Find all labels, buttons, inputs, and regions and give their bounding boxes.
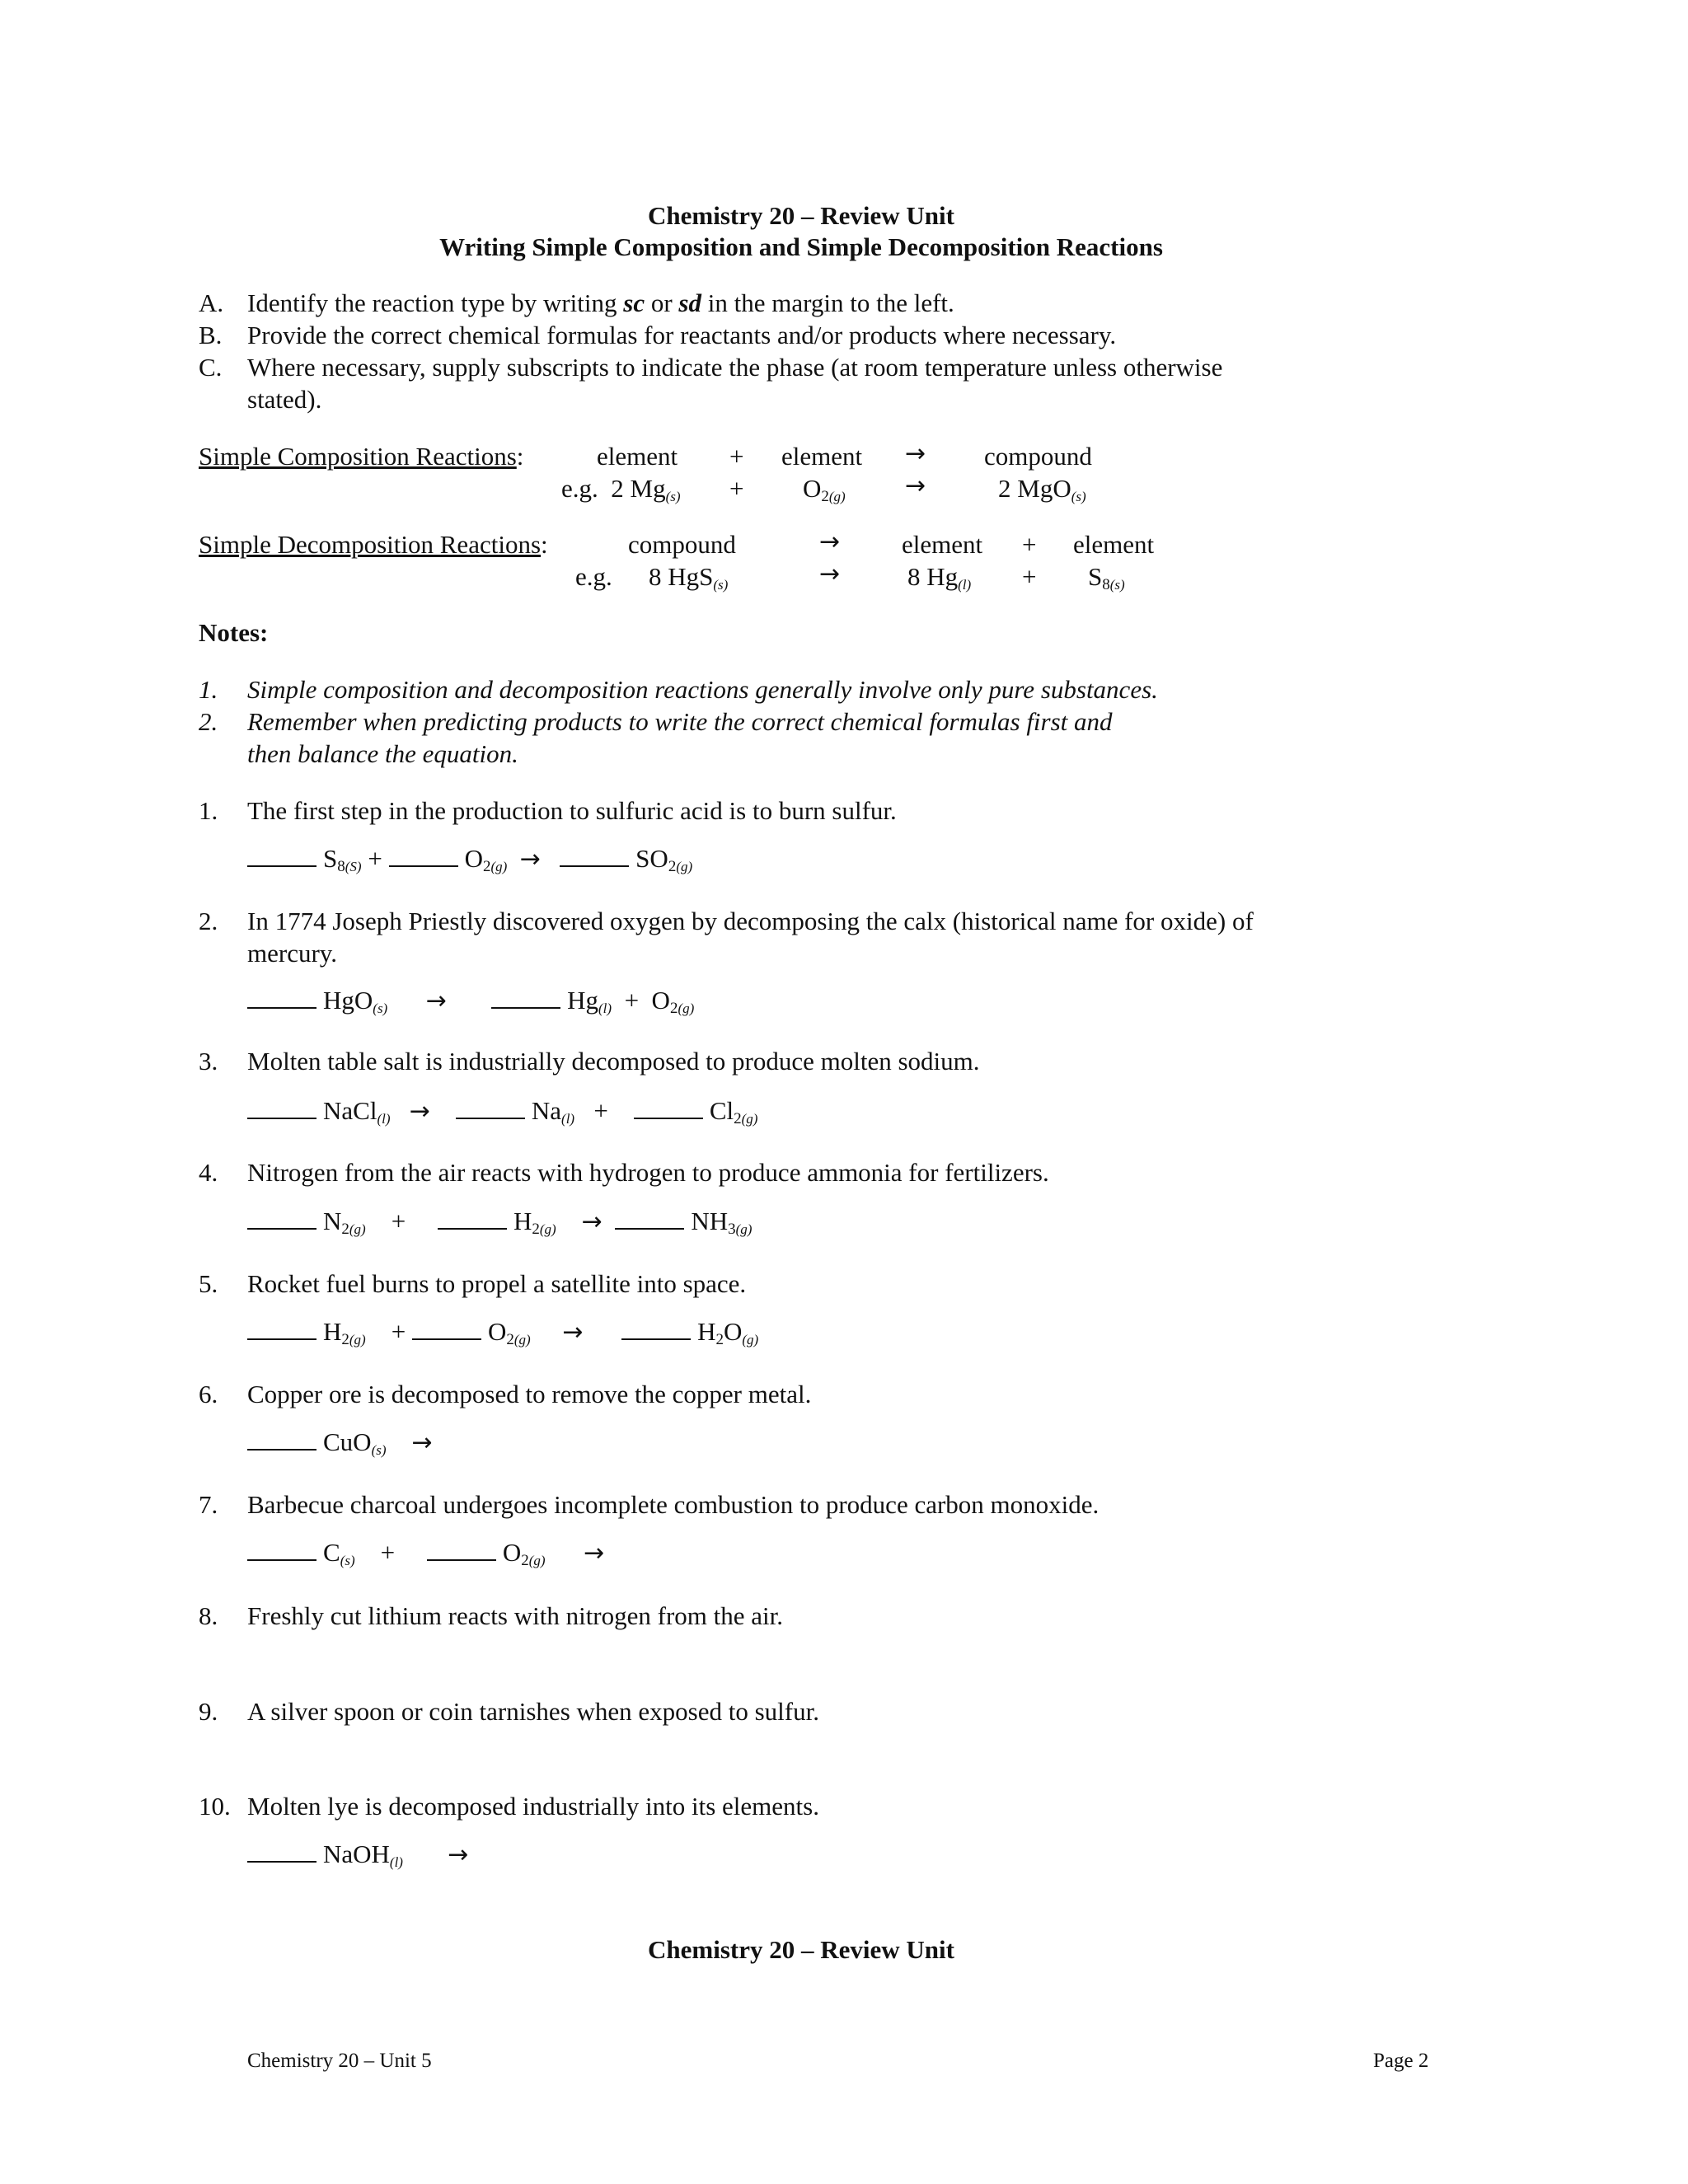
coefficient-blank[interactable] <box>615 1207 684 1230</box>
instruction-marker: A. <box>199 288 224 317</box>
instruction-marker: B. <box>199 321 223 349</box>
equation-q1: $S_{8(S)} + O_{2(g)}$ → $SO_{2(g)}$ <box>247 844 692 874</box>
decomposition-eg-p1: 8 $Hg_{(l)}$ <box>907 562 972 593</box>
arrow-icon: → <box>905 471 926 500</box>
footer-left: Chemistry 20 – Unit 5 <box>247 2050 432 2072</box>
question-text: Nitrogen from the air reacts with hydrogen to produce ammonia for fertilizers. <box>247 1158 1049 1187</box>
equation-q7: $C_{(s)}$ + $O_{2(g)}$ → <box>247 1538 604 1568</box>
coefficient-blank[interactable] <box>427 1538 496 1561</box>
coefficient-blank[interactable] <box>456 1096 525 1119</box>
decomposition-label: Simple Decomposition Reactions: <box>199 530 548 559</box>
coefficient-blank[interactable] <box>247 1317 316 1340</box>
arrow-icon: → <box>425 987 447 1015</box>
decomposition-eg-r1: 8 HgS$_{(s)}$ <box>649 562 729 593</box>
coefficient-blank[interactable] <box>247 1427 316 1451</box>
coefficient-blank[interactable] <box>247 986 316 1009</box>
question-text: Freshly cut lithium reacts with nitrogen from the air. <box>247 1601 784 1630</box>
composition-eg-r2: $O_{2(g)}$ <box>803 474 846 505</box>
composition-eg-plus: + <box>729 474 744 503</box>
note-2-line1: Remember when predicting products to write the correct chemical formulas first and <box>247 707 1113 736</box>
decomposition-eg-p2: $S_{8(s)}$ <box>1088 562 1125 593</box>
coefficient-blank[interactable] <box>560 844 629 867</box>
question-number: 2. <box>199 907 218 935</box>
coefficient-blank[interactable] <box>412 1317 481 1340</box>
equation-q4: $N_{2(g)}$ + $H_{2(g)}$ → $NH_{3(g)}$ <box>247 1207 752 1236</box>
composition-general-5: compound <box>984 442 1092 471</box>
coefficient-blank[interactable] <box>491 986 560 1009</box>
decomposition-general-3: element <box>902 530 983 559</box>
arrow-icon: → <box>581 1207 603 1236</box>
equation-q3: NaCl$_{(l)}$ → $Na_{(l)}$ + $Cl_{2(g)}$ <box>247 1096 757 1126</box>
coefficient-blank[interactable] <box>247 1096 316 1119</box>
note-2-line2: then balance the equation. <box>247 739 518 768</box>
instruction-c-line1: Where necessary, supply subscripts to indicate the phase (at room temperature unless otherwise <box>247 353 1223 382</box>
question-text: Molten table salt is industrially decomposed to produce molten sodium. <box>247 1047 980 1076</box>
decomposition-general-5: element <box>1073 530 1155 559</box>
question-text: A silver spoon or coin tarnishes when exposed to sulfur. <box>247 1697 819 1726</box>
question-text: Molten lye is decomposed industrially into its elements. <box>247 1792 819 1821</box>
decomposition-eg: e.g. <box>575 562 612 591</box>
footer-page-number: Page 2 <box>1373 2050 1429 2072</box>
composition-general-1: element <box>597 442 678 471</box>
note-1: Simple composition and decomposition reactions generally involve only pure substances. <box>247 675 1158 704</box>
question-number: 9. <box>199 1697 218 1726</box>
arrow-icon: → <box>819 560 841 588</box>
question-text-line2: mercury. <box>247 939 338 968</box>
page-subtitle: Writing Simple Composition and Simple Decomposition Reactions <box>439 232 1163 261</box>
coefficient-blank[interactable] <box>438 1207 507 1230</box>
coefficient-blank[interactable] <box>247 844 316 867</box>
question-text: Rocket fuel burns to propel a satellite into space. <box>247 1269 747 1298</box>
note-marker: 1. <box>199 675 218 704</box>
arrow-icon: → <box>519 845 541 874</box>
composition-label: Simple Composition Reactions: <box>199 442 524 471</box>
question-number: 7. <box>199 1490 218 1519</box>
composition-eg-p1: 2 MgO$_{(s)}$ <box>998 474 1086 504</box>
note-marker: 2. <box>199 707 218 736</box>
question-number: 5. <box>199 1269 218 1298</box>
question-number: 6. <box>199 1380 218 1408</box>
arrow-icon: → <box>819 527 841 556</box>
composition-general-3: element <box>781 442 863 471</box>
composition-general-2: + <box>729 442 744 471</box>
section-heading-repeat: Chemistry 20 – Review Unit <box>648 1935 954 1964</box>
decomposition-eg-plus: + <box>1022 562 1037 591</box>
question-text: Barbecue charcoal undergoes incomplete combustion to produce carbon monoxide. <box>247 1490 1100 1519</box>
composition-eg: e.g. 2 $Mg_{(s)}$ <box>561 474 681 504</box>
arrow-icon: → <box>448 1840 469 1869</box>
instruction-b: Provide the correct chemical formulas for reactants and/or products where necessary. <box>247 321 1117 349</box>
question-text: In 1774 Joseph Priestly discovered oxygen by decomposing the calx (historical name for oxide) of <box>247 907 1254 935</box>
coefficient-blank[interactable] <box>247 1207 316 1230</box>
arrow-icon: → <box>562 1318 584 1347</box>
instruction-a: Identify the reaction type by writing sc or sd in the margin to the left. <box>247 288 954 317</box>
equation-q5: $H_{2(g)}$ + $O_{2(g)}$ → $H_2O_{(g)}$ <box>247 1317 758 1347</box>
instruction-marker: C. <box>199 353 223 382</box>
coefficient-blank[interactable] <box>389 844 458 867</box>
question-number: 1. <box>199 796 218 825</box>
page-title: Chemistry 20 – Review Unit <box>648 201 954 230</box>
decomposition-general-4: + <box>1022 530 1037 559</box>
equation-q6: CuO$_{(s)}$ → <box>247 1427 433 1457</box>
question-number: 4. <box>199 1158 218 1187</box>
question-number: 10. <box>199 1792 231 1821</box>
equation-q10: NaOH$_{(l)}$ → <box>247 1840 468 1869</box>
equation-q2: HgO$_{(s)}$ → $Hg_{(l)} + O_{2(g)}$ <box>247 986 694 1015</box>
instruction-c-line2: stated). <box>247 385 322 414</box>
arrow-icon: → <box>409 1097 430 1126</box>
question-text: The first step in the production to sulfuric acid is to burn sulfur. <box>247 796 897 825</box>
coefficient-blank[interactable] <box>247 1840 316 1863</box>
coefficient-blank[interactable] <box>621 1317 691 1340</box>
question-text: Copper ore is decomposed to remove the copper metal. <box>247 1380 812 1408</box>
question-number: 3. <box>199 1047 218 1076</box>
coefficient-blank[interactable] <box>634 1096 703 1119</box>
decomposition-general-1: compound <box>628 530 736 559</box>
arrow-icon: → <box>411 1428 433 1457</box>
question-number: 8. <box>199 1601 218 1630</box>
arrow-icon: → <box>905 439 926 468</box>
arrow-icon: → <box>584 1539 605 1568</box>
coefficient-blank[interactable] <box>247 1538 316 1561</box>
notes-heading: Notes: <box>199 618 269 647</box>
